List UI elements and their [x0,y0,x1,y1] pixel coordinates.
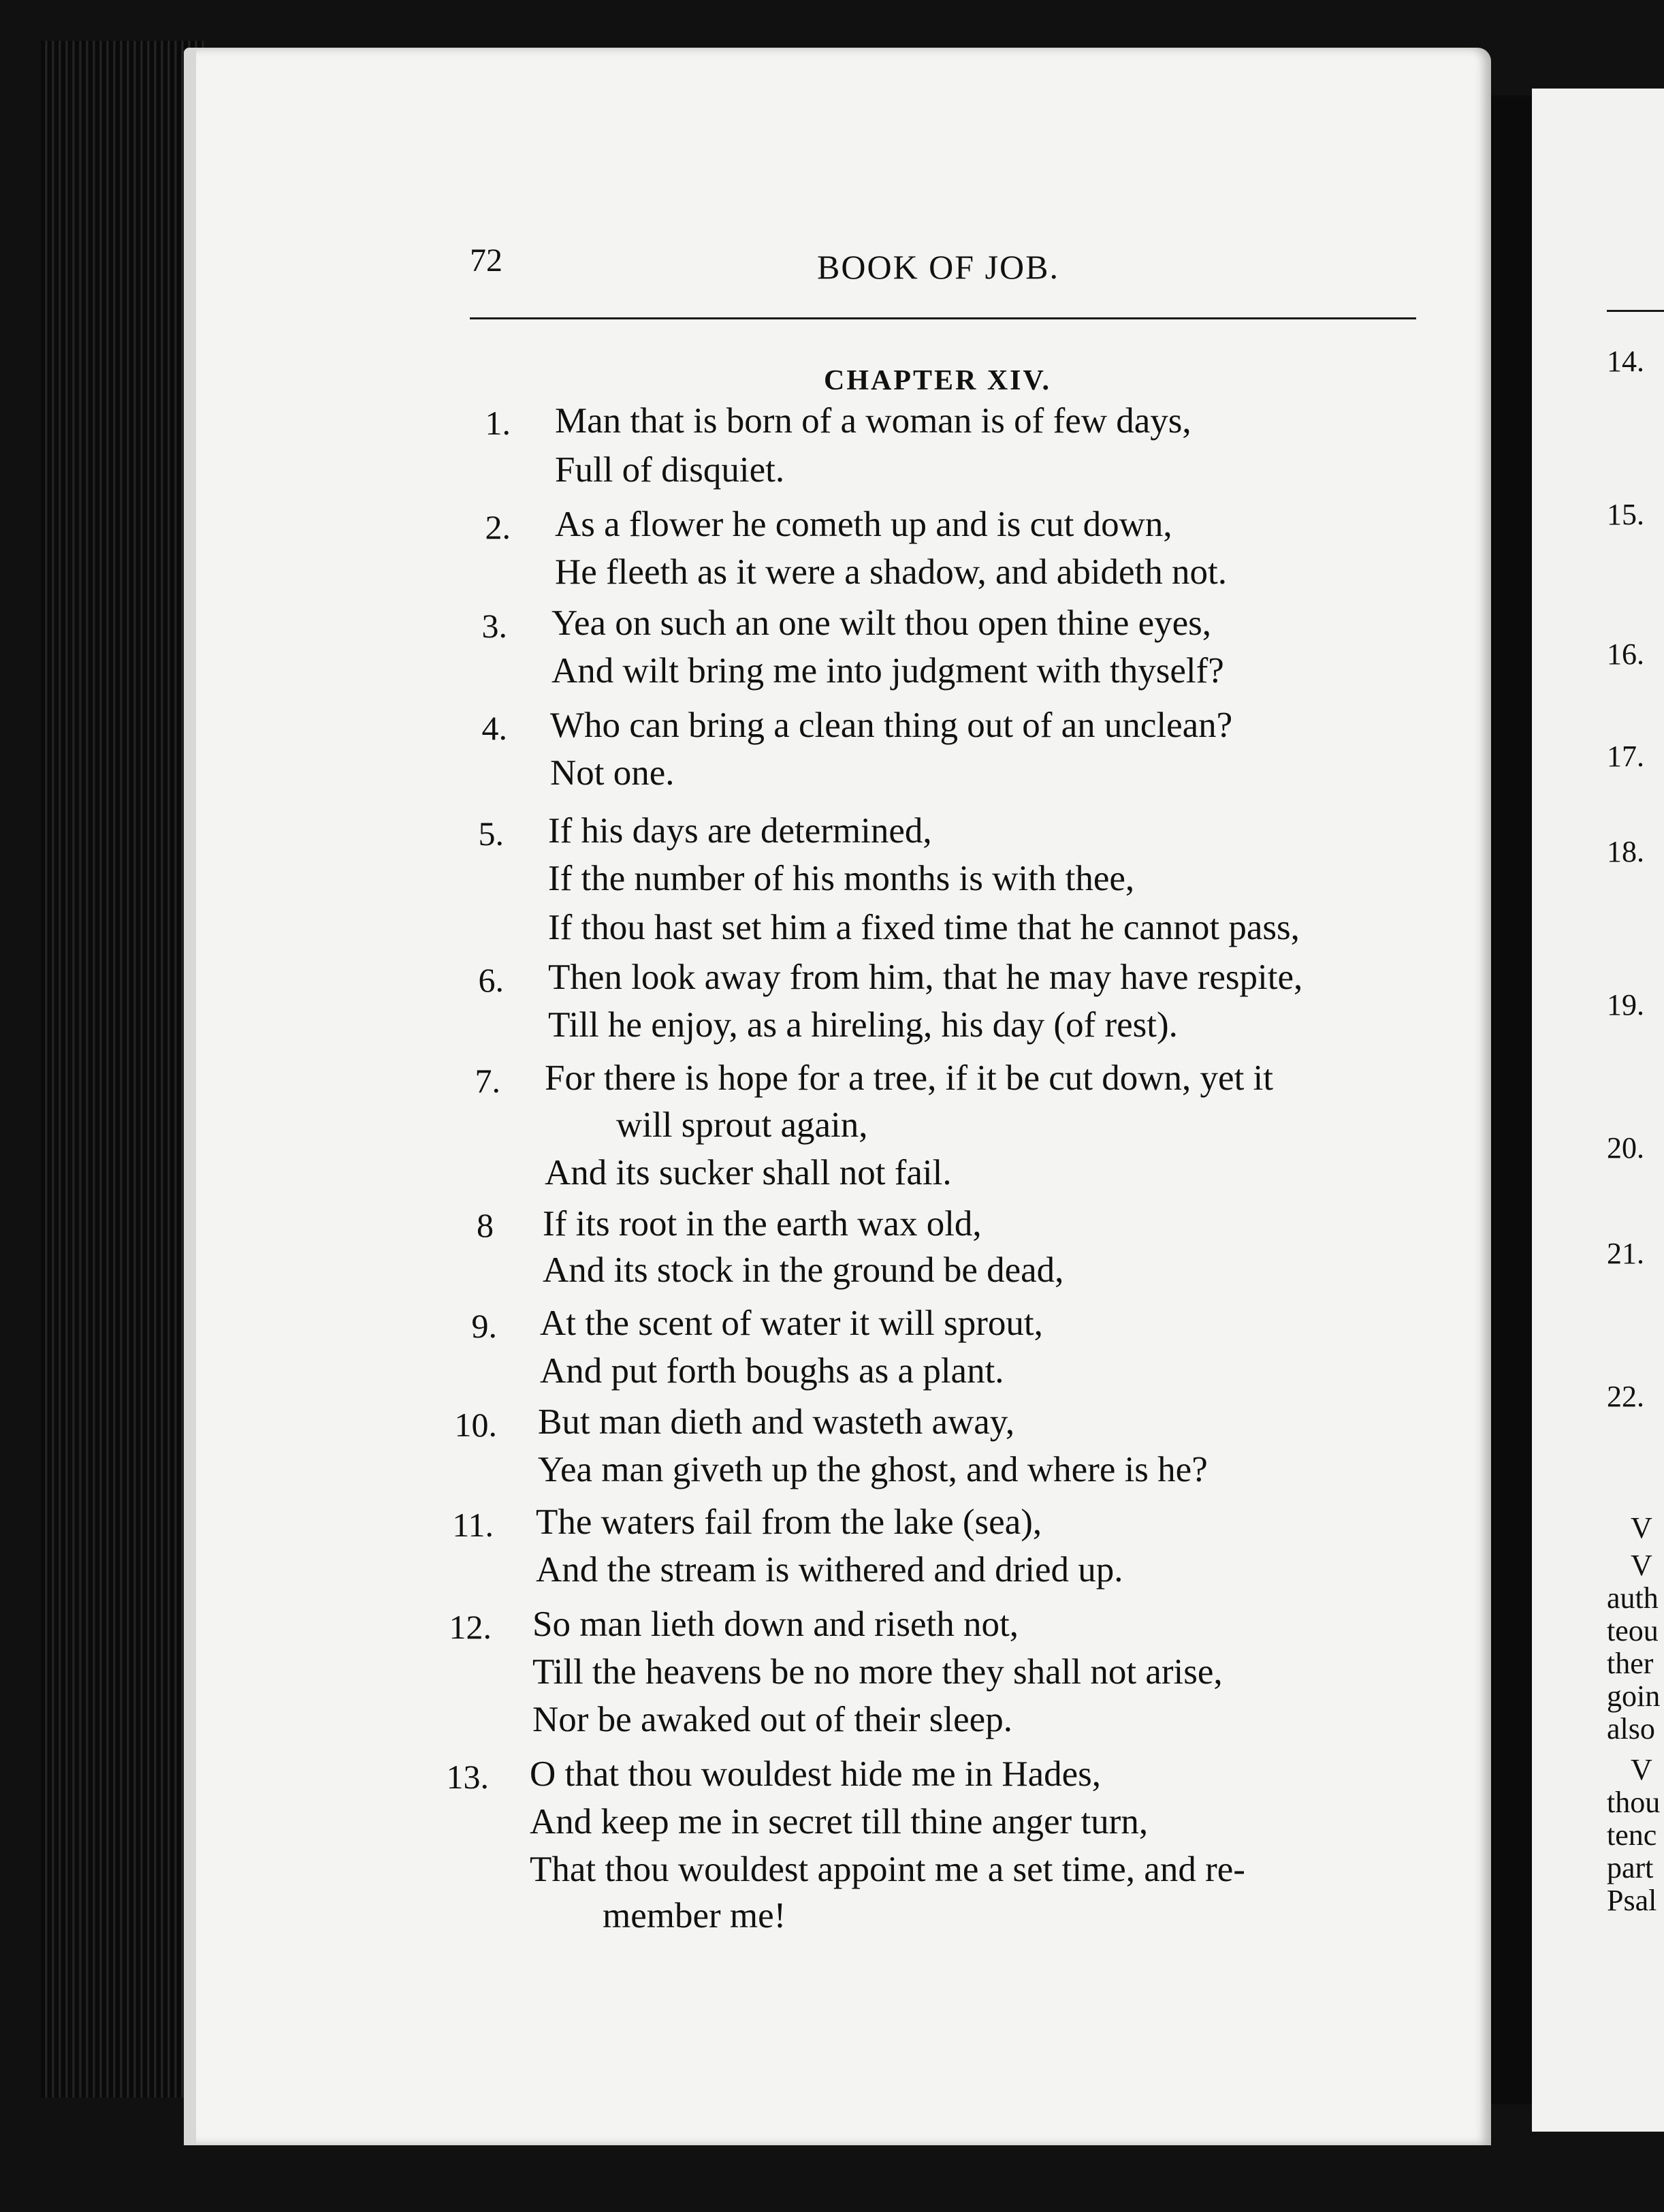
verse-number: 11. [452,1506,494,1544]
verse-line: member me! [603,1896,786,1936]
page-header [470,235,1416,289]
verse-line: Full of disquiet. [555,450,785,490]
verse-line: And wilt bring me into judgment with thyself? [551,651,1224,691]
verse-line: And keep me in secret till thine anger turn, [530,1802,1149,1842]
facing-page [1532,89,1664,2132]
header-rule [470,317,1416,319]
verse-line: Till he enjoy, as a hireling, his day (of rest). [548,1005,1178,1045]
verse-line: The waters fail from the lake (sea), [536,1502,1042,1542]
verse-number: 6. [478,961,504,999]
verse-number: 13. [446,1758,489,1796]
verse-line: Yea on such an one wilt thou open thine eyes, [551,603,1212,643]
verse-line: Not one. [550,753,675,793]
facing-text-fragment: V [1631,1511,1652,1545]
running-head: BOOK OF JOB. [817,248,1060,286]
verse-line: And put forth boughs as a plant. [540,1351,1004,1391]
verse-line: If the number of his months is with thee, [548,859,1135,898]
verse-line: If thou hast set him a fixed time that he cannot pass, [548,908,1300,947]
facing-text-fragment: goin [1607,1679,1661,1713]
verse-line: And its sucker shall not fail. [545,1153,952,1192]
verse-number: 10. [454,1406,497,1444]
facing-verse-number: 17. [1607,740,1644,773]
facing-text-fragment: V [1631,1549,1652,1582]
verse-line: But man dieth and wasteth away, [538,1402,1015,1442]
facing-text-fragment: tenc [1607,1818,1657,1852]
facing-text-fragment: V [1631,1753,1652,1786]
facing-verse-number: 18. [1607,835,1644,868]
verse-number: 8 [477,1206,494,1244]
verse-line: Nor be awaked out of their sleep. [532,1700,1012,1739]
book-gutter [1491,95,1532,2104]
page-number: 72 [470,242,502,279]
verse-line: That thou wouldest appoint me a set time, and re- [530,1850,1245,1889]
verse-number: 5. [478,815,504,853]
verse-line: At the scent of water it will sprout, [540,1304,1043,1343]
verse-line: Man that is born of a woman is of few days, [555,401,1191,441]
chapter-heading: CHAPTER XIV. [824,365,1051,396]
verse-number: 12. [449,1608,492,1646]
verse-number: 2. [485,508,511,546]
verse-line: If its root in the earth wax old, [543,1204,982,1244]
verse-number: 4. [481,709,507,747]
verse-line: will sprout again, [616,1105,868,1145]
verse-number: 7. [475,1062,500,1100]
verse-line: He fleeth as it were a shadow, and abideth not. [555,552,1228,592]
facing-text-fragment: also [1607,1712,1655,1745]
facing-text-fragment: ther [1607,1647,1654,1680]
verse-line: Yea man giveth up the ghost, and where is he? [538,1450,1208,1489]
verse-line: Then look away from him, that he may have respite, [548,958,1303,997]
book-page-edges [41,41,204,2098]
verse-number: 1. [485,404,511,442]
verse-line: As a flower he cometh up and is cut down, [555,505,1172,544]
facing-verse-number: 19. [1607,988,1644,1022]
facing-text-fragment: Psal [1607,1884,1657,1917]
verse-line: For there is hope for a tree, if it be cut down, yet it [545,1058,1273,1098]
facing-verse-number: 21. [1607,1237,1644,1270]
facing-verse-number: 20. [1607,1131,1644,1165]
facing-verse-number: 22. [1607,1380,1644,1413]
verse-number: 9. [471,1307,497,1345]
verse-line: If his days are determined, [548,811,932,851]
verse-number: 3. [481,607,507,645]
verse-line: O that thou wouldest hide me in Hades, [530,1754,1102,1794]
facing-verse-number: 14. [1607,345,1644,378]
verse-line: So man lieth down and riseth not, [532,1605,1019,1644]
facing-verse-number: 16. [1607,637,1644,671]
verse-line: And the stream is withered and dried up. [536,1550,1123,1590]
facing-header-rule [1607,310,1664,312]
facing-text-fragment: thou [1607,1786,1661,1819]
facing-verse-number: 15. [1607,498,1644,531]
facing-text-fragment: teou [1607,1614,1659,1647]
facing-text-fragment: auth [1607,1581,1659,1615]
verse-line: Till the heavens be no more they shall not arise, [532,1652,1223,1692]
verse-line: And its stock in the ground be dead, [543,1250,1064,1290]
verse-line: Who can bring a clean thing out of an unclean? [550,706,1233,745]
facing-text-fragment: part [1607,1851,1654,1884]
